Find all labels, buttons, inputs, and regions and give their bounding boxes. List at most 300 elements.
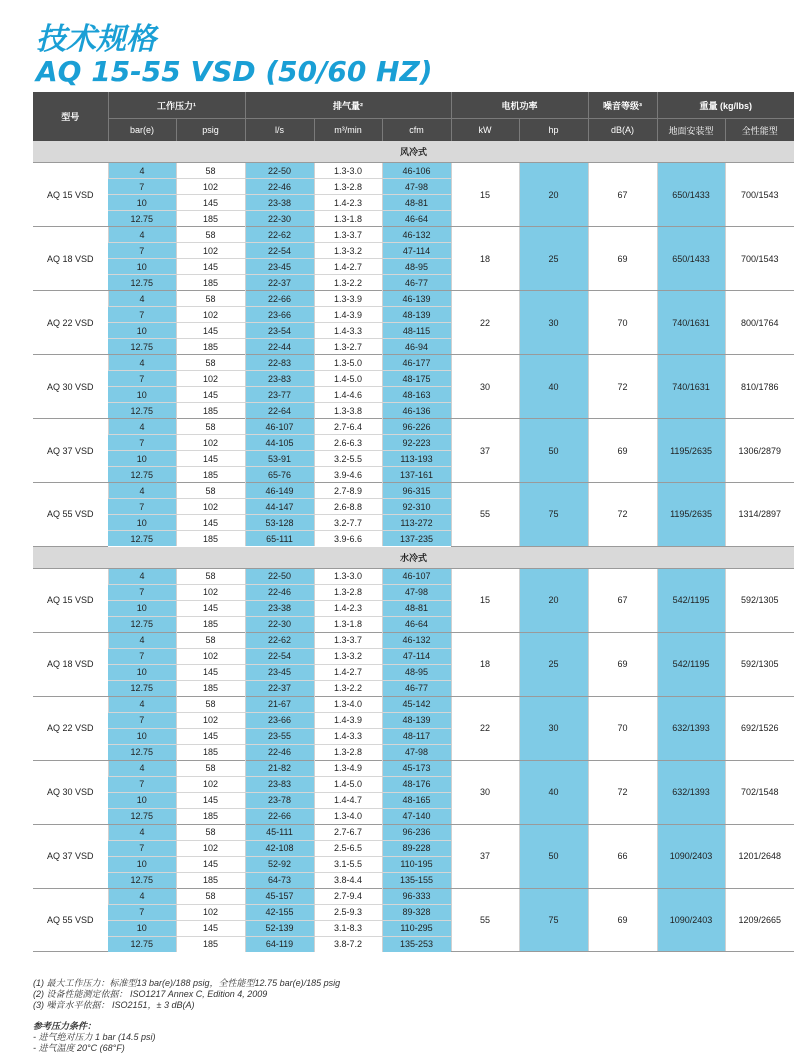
cell-cfm: 48-165 [382,792,451,808]
cell-bar: 7 [108,307,176,323]
cell-m3min: 1.3-5.0 [314,355,382,371]
cell-m3min: 2.7-9.4 [314,888,382,904]
cell-bar: 4 [108,568,176,584]
cell-cfm: 89-328 [382,904,451,920]
cell-ls: 22-37 [245,275,314,291]
cell-psig: 102 [176,371,245,387]
cell-cfm: 46-94 [382,339,451,355]
table-row [33,227,794,243]
cell-ls: 21-82 [245,760,314,776]
cell-model: AQ 55 VSD [33,888,108,952]
cell-bar: 12.75 [108,808,176,824]
cell-ls: 45-111 [245,824,314,840]
cell-psig: 145 [176,515,245,531]
cell-weight-full: 810/1786 [725,355,794,419]
cell-cfm: 46-132 [382,227,451,243]
cell-cfm: 48-81 [382,600,451,616]
cell-m3min: 1.3-1.8 [314,616,382,632]
cell-psig: 58 [176,355,245,371]
cell-bar: 4 [108,696,176,712]
section-row [33,141,794,163]
cell-m3min: 1.4-3.3 [314,728,382,744]
footnote-1: (1) 最大工作压力：标准型13 bar(e)/188 psig，全性能型12.75 bar(e)/185 psig [33,978,341,988]
table-row [33,291,794,307]
cell-bar: 12.75 [108,403,176,419]
cell-m3min: 1.4-2.7 [314,664,382,680]
cell-psig: 145 [176,387,245,403]
cell-ls: 22-66 [245,808,314,824]
cell-m3min: 1.4-2.3 [314,195,382,211]
table-row [33,760,794,776]
cell-psig: 185 [176,808,245,824]
section-label: 风冷式 [33,141,794,163]
cell-m3min: 3.2-5.5 [314,451,382,467]
cell-psig: 185 [176,531,245,547]
cell-weight-floor: 1195/2635 [657,419,725,483]
cell-cfm: 48-95 [382,664,451,680]
cell-cfm: 135-253 [382,936,451,952]
cell-bar: 4 [108,163,176,179]
cell-dba: 72 [588,760,657,824]
cell-psig: 58 [176,163,245,179]
cell-m3min: 1.4-4.7 [314,792,382,808]
cell-cfm: 110-195 [382,856,451,872]
cell-m3min: 1.4-3.9 [314,712,382,728]
cell-ls: 22-64 [245,403,314,419]
cell-dba: 69 [588,632,657,696]
cell-weight-floor: 740/1631 [657,355,725,419]
cell-m3min: 1.3-3.8 [314,403,382,419]
unit-full: 全性能型 [725,119,794,142]
cell-bar: 7 [108,776,176,792]
cell-bar: 10 [108,515,176,531]
table-row [33,632,794,648]
cell-cfm: 46-77 [382,275,451,291]
table-row [33,568,794,584]
cell-ls: 22-30 [245,616,314,632]
cell-cfm: 96-236 [382,824,451,840]
cell-bar: 12.75 [108,616,176,632]
cell-psig: 185 [176,467,245,483]
cell-ls: 65-111 [245,531,314,547]
cell-m3min: 1.3-2.8 [314,584,382,600]
cell-hp: 25 [519,227,588,291]
cell-model: AQ 55 VSD [33,483,108,547]
table-row [33,419,794,435]
unit-psig: psig [176,119,245,142]
section-label: 水冷式 [33,546,794,568]
unit-kw: kW [451,119,519,142]
cell-weight-full: 700/1543 [725,163,794,227]
cell-ls: 22-30 [245,211,314,227]
cell-psig: 58 [176,632,245,648]
cell-cfm: 46-64 [382,616,451,632]
cell-weight-full: 700/1543 [725,227,794,291]
cell-psig: 102 [176,179,245,195]
cell-weight-floor: 632/1393 [657,760,725,824]
cell-m3min: 1.4-2.3 [314,600,382,616]
cell-ls: 23-55 [245,728,314,744]
cell-model: AQ 15 VSD [33,568,108,632]
cell-dba: 67 [588,163,657,227]
page-title: 技术规格 [36,22,156,57]
cell-ls: 22-46 [245,744,314,760]
cell-cfm: 46-64 [382,211,451,227]
cell-kw: 15 [451,568,519,632]
cell-ls: 22-44 [245,339,314,355]
cell-hp: 40 [519,760,588,824]
cell-ls: 22-46 [245,179,314,195]
unit-hp: hp [519,119,588,142]
cell-bar: 7 [108,179,176,195]
cell-cfm: 135-155 [382,872,451,888]
header-motor: 电机功率 [451,92,588,119]
cell-bar: 12.75 [108,744,176,760]
cell-ls: 23-83 [245,776,314,792]
cell-ls: 22-46 [245,584,314,600]
cell-model: AQ 18 VSD [33,227,108,291]
cell-ls: 22-50 [245,568,314,584]
cell-bar: 7 [108,371,176,387]
cell-dba: 70 [588,291,657,355]
cell-bar: 4 [108,632,176,648]
cell-m3min: 1.3-3.9 [314,291,382,307]
cell-m3min: 2.6-8.8 [314,499,382,515]
cell-cfm: 46-139 [382,291,451,307]
cell-kw: 22 [451,291,519,355]
cell-m3min: 3.1-5.5 [314,856,382,872]
cell-weight-full: 1201/2648 [725,824,794,888]
cell-model: AQ 37 VSD [33,824,108,888]
cell-cfm: 110-295 [382,920,451,936]
cell-cfm: 113-272 [382,515,451,531]
cell-psig: 58 [176,888,245,904]
section-row [33,546,794,568]
cell-bar: 10 [108,451,176,467]
cell-cfm: 48-95 [382,259,451,275]
cell-m3min: 1.3-2.8 [314,179,382,195]
cell-bar: 12.75 [108,936,176,952]
cell-cfm: 48-175 [382,371,451,387]
cell-bar: 10 [108,856,176,872]
cell-cfm: 47-140 [382,808,451,824]
cell-bar: 10 [108,792,176,808]
cell-m3min: 1.4-3.9 [314,307,382,323]
cell-psig: 185 [176,275,245,291]
cell-ls: 22-62 [245,632,314,648]
cell-dba: 72 [588,355,657,419]
cell-cfm: 48-139 [382,307,451,323]
cell-psig: 185 [176,936,245,952]
cell-ls: 44-105 [245,435,314,451]
cell-weight-full: 1314/2897 [725,483,794,547]
cell-bar: 12.75 [108,275,176,291]
table-row [33,355,794,371]
cell-hp: 75 [519,888,588,952]
cell-bar: 7 [108,648,176,664]
cell-dba: 72 [588,483,657,547]
cell-m3min: 2.5-9.3 [314,904,382,920]
cell-weight-floor: 542/1195 [657,568,725,632]
cell-m3min: 1.3-3.7 [314,632,382,648]
cell-psig: 102 [176,584,245,600]
cell-weight-full: 800/1764 [725,291,794,355]
cell-psig: 102 [176,712,245,728]
cell-psig: 145 [176,195,245,211]
cell-psig: 102 [176,776,245,792]
unit-m3min: m³/min [314,119,382,142]
cell-model: AQ 22 VSD [33,696,108,760]
cell-psig: 58 [176,419,245,435]
cell-m3min: 1.4-2.7 [314,259,382,275]
reference-title: 参考压力条件： [33,1021,97,1031]
cell-bar: 7 [108,584,176,600]
cell-cfm: 45-173 [382,760,451,776]
cell-bar: 7 [108,243,176,259]
cell-m3min: 1.3-3.0 [314,568,382,584]
cell-kw: 55 [451,483,519,547]
cell-ls: 46-107 [245,419,314,435]
cell-cfm: 92-310 [382,499,451,515]
cell-cfm: 96-315 [382,483,451,499]
cell-bar: 12.75 [108,872,176,888]
cell-psig: 102 [176,840,245,856]
table-row [33,696,794,712]
cell-weight-floor: 650/1433 [657,227,725,291]
cell-m3min: 1.4-5.0 [314,371,382,387]
cell-ls: 42-155 [245,904,314,920]
cell-weight-full: 592/1305 [725,568,794,632]
cell-m3min: 1.3-3.0 [314,163,382,179]
cell-ls: 64-73 [245,872,314,888]
cell-ls: 22-54 [245,648,314,664]
cell-dba: 69 [588,888,657,952]
cell-psig: 58 [176,291,245,307]
table-row [33,888,794,904]
cell-bar: 4 [108,227,176,243]
unit-ls: l/s [245,119,314,142]
cell-dba: 70 [588,696,657,760]
cell-weight-full: 702/1548 [725,760,794,824]
cell-hp: 20 [519,568,588,632]
cell-psig: 58 [176,696,245,712]
cell-cfm: 45-142 [382,696,451,712]
cell-kw: 37 [451,824,519,888]
unit-floor: 地面安装型 [657,119,725,142]
footnote-3: (3) 噪音水平依据： ISO2151，± 3 dB(A) [33,1000,195,1010]
cell-bar: 10 [108,664,176,680]
cell-ls: 42-108 [245,840,314,856]
cell-psig: 185 [176,616,245,632]
cell-psig: 102 [176,648,245,664]
cell-bar: 10 [108,600,176,616]
cell-cfm: 46-106 [382,163,451,179]
cell-ls: 23-38 [245,195,314,211]
table-body [33,141,794,952]
cell-bar: 12.75 [108,339,176,355]
cell-psig: 185 [176,211,245,227]
reference-1: - 进气绝对压力 1 bar (14.5 psi) [33,1032,156,1042]
cell-m3min: 1.3-2.2 [314,275,382,291]
cell-kw: 18 [451,227,519,291]
cell-cfm: 48-139 [382,712,451,728]
cell-psig: 102 [176,904,245,920]
cell-cfm: 96-226 [382,419,451,435]
cell-ls: 22-37 [245,680,314,696]
cell-kw: 30 [451,355,519,419]
cell-bar: 12.75 [108,211,176,227]
cell-weight-floor: 1090/2403 [657,824,725,888]
cell-psig: 145 [176,600,245,616]
cell-bar: 12.75 [108,467,176,483]
cell-psig: 145 [176,664,245,680]
cell-m3min: 3.8-7.2 [314,936,382,952]
cell-m3min: 1.3-1.8 [314,211,382,227]
cell-ls: 45-157 [245,888,314,904]
cell-m3min: 1.3-2.8 [314,744,382,760]
cell-ls: 23-83 [245,371,314,387]
cell-cfm: 46-107 [382,568,451,584]
cell-ls: 21-67 [245,696,314,712]
cell-weight-full: 1209/2665 [725,888,794,952]
cell-ls: 23-38 [245,600,314,616]
cell-cfm: 48-117 [382,728,451,744]
cell-cfm: 48-115 [382,323,451,339]
cell-psig: 102 [176,499,245,515]
cell-psig: 145 [176,259,245,275]
cell-weight-floor: 632/1393 [657,696,725,760]
cell-weight-floor: 740/1631 [657,291,725,355]
cell-ls: 44-147 [245,499,314,515]
cell-dba: 69 [588,419,657,483]
cell-bar: 7 [108,712,176,728]
header-noise: 噪音等级³ [588,92,657,119]
cell-ls: 46-149 [245,483,314,499]
cell-psig: 185 [176,680,245,696]
cell-ls: 23-54 [245,323,314,339]
cell-weight-floor: 1195/2635 [657,483,725,547]
cell-cfm: 48-163 [382,387,451,403]
unit-bar: bar(e) [108,119,176,142]
cell-bar: 7 [108,840,176,856]
cell-ls: 64-119 [245,936,314,952]
cell-psig: 58 [176,568,245,584]
cell-hp: 25 [519,632,588,696]
cell-kw: 55 [451,888,519,952]
cell-m3min: 1.3-4.0 [314,696,382,712]
cell-m3min: 2.7-6.7 [314,824,382,840]
cell-m3min: 1.3-4.0 [314,808,382,824]
header-weight: 重量 (kg/lbs) [657,92,794,119]
cell-m3min: 1.3-3.2 [314,648,382,664]
cell-weight-floor: 1090/2403 [657,888,725,952]
cell-ls: 23-78 [245,792,314,808]
header-row [33,92,794,119]
cell-psig: 58 [176,824,245,840]
cell-m3min: 3.9-4.6 [314,467,382,483]
cell-m3min: 3.8-4.4 [314,872,382,888]
cell-hp: 30 [519,696,588,760]
cell-psig: 102 [176,435,245,451]
cell-bar: 7 [108,435,176,451]
cell-ls: 22-62 [245,227,314,243]
cell-bar: 4 [108,355,176,371]
cell-cfm: 48-81 [382,195,451,211]
cell-hp: 50 [519,824,588,888]
cell-cfm: 113-193 [382,451,451,467]
cell-bar: 4 [108,888,176,904]
cell-cfm: 92-223 [382,435,451,451]
cell-m3min: 1.3-2.7 [314,339,382,355]
cell-hp: 40 [519,355,588,419]
cell-ls: 23-45 [245,664,314,680]
cell-cfm: 96-333 [382,888,451,904]
cell-psig: 145 [176,856,245,872]
cell-psig: 102 [176,243,245,259]
cell-m3min: 1.3-3.7 [314,227,382,243]
cell-m3min: 3.9-6.6 [314,531,382,547]
cell-ls: 22-66 [245,291,314,307]
cell-model: AQ 37 VSD [33,419,108,483]
cell-psig: 58 [176,760,245,776]
cell-kw: 30 [451,760,519,824]
cell-ls: 22-50 [245,163,314,179]
cell-ls: 23-45 [245,259,314,275]
cell-psig: 58 [176,483,245,499]
cell-bar: 10 [108,195,176,211]
cell-kw: 22 [451,696,519,760]
header-pressure: 工作压力¹ [108,92,245,119]
cell-ls: 65-76 [245,467,314,483]
reference-2: - 进气温度 20°C (68°F) [33,1043,125,1053]
cell-psig: 185 [176,403,245,419]
cell-m3min: 2.7-6.4 [314,419,382,435]
cell-cfm: 47-98 [382,179,451,195]
cell-bar: 10 [108,259,176,275]
cell-ls: 53-91 [245,451,314,467]
cell-cfm: 46-132 [382,632,451,648]
cell-cfm: 47-98 [382,584,451,600]
cell-bar: 12.75 [108,680,176,696]
cell-m3min: 2.5-6.5 [314,840,382,856]
cell-cfm: 89-228 [382,840,451,856]
header-model: 型号 [33,92,108,141]
cell-psig: 145 [176,792,245,808]
footnotes [33,978,340,1054]
cell-hp: 30 [519,291,588,355]
cell-weight-floor: 542/1195 [657,632,725,696]
cell-m3min: 3.2-7.7 [314,515,382,531]
table-row [33,824,794,840]
cell-cfm: 47-114 [382,243,451,259]
cell-ls: 23-66 [245,712,314,728]
cell-cfm: 46-77 [382,680,451,696]
cell-weight-full: 692/1526 [725,696,794,760]
cell-bar: 10 [108,920,176,936]
cell-m3min: 1.4-5.0 [314,776,382,792]
cell-psig: 185 [176,872,245,888]
cell-bar: 4 [108,483,176,499]
cell-bar: 10 [108,323,176,339]
cell-bar: 4 [108,760,176,776]
unit-cfm: cfm [382,119,451,142]
cell-m3min: 1.4-4.6 [314,387,382,403]
cell-weight-floor: 650/1433 [657,163,725,227]
cell-psig: 145 [176,451,245,467]
cell-ls: 23-66 [245,307,314,323]
cell-hp: 20 [519,163,588,227]
cell-model: AQ 18 VSD [33,632,108,696]
